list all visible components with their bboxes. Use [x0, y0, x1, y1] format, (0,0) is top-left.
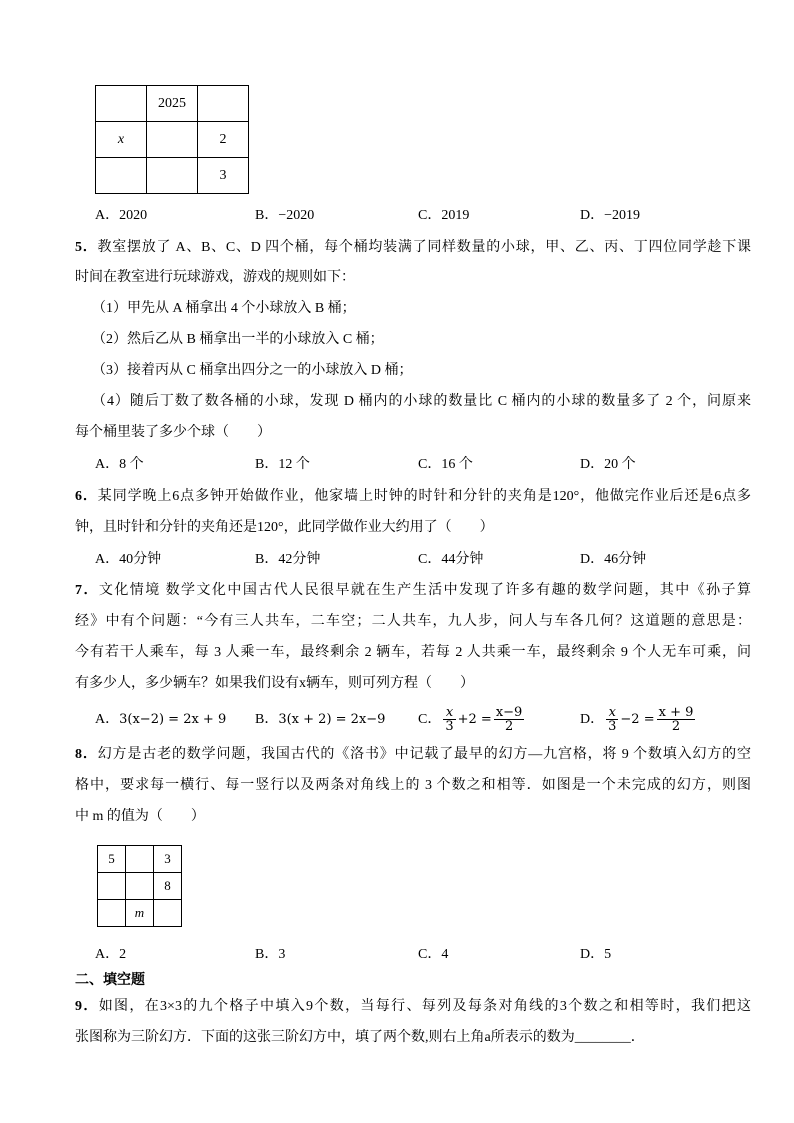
q5-option-d [580, 455, 636, 475]
section-heading: 二、填空题 [75, 973, 145, 988]
q5-rule-2: （2）然后乙从 B 桶拿出一半的小球放入 C 桶； [92, 332, 384, 347]
q8-option-d [580, 945, 611, 965]
question-text: 文化情境 数学文化中国古代人民很早就在生产生活中发现了许多有趣的数学问题，其中《孙子算 [98, 583, 752, 598]
question-text: 张图称为三阶幻方．下面的这张三阶幻方中，填了两个数,则右上角a所表示的数为 [75, 1030, 575, 1045]
option-label: D． [580, 552, 605, 567]
q5-line-7: 每个桶里装了多少个球（ ） [75, 425, 271, 440]
q9-line-1 [75, 997, 751, 1017]
option-text: 5 [604, 947, 612, 962]
grid-cell: 2 [198, 122, 249, 158]
grid-row [98, 873, 182, 900]
grid-cell [98, 873, 126, 900]
grid-cell [198, 86, 249, 122]
q6-option-c [418, 550, 483, 570]
question-end: ． [630, 1030, 645, 1045]
grid-cell [147, 158, 198, 194]
option-text: −2019 [604, 208, 641, 223]
q8-option-a [95, 945, 126, 965]
q5-option-a [95, 455, 144, 475]
grid-cell [126, 846, 154, 873]
option-label: C． [418, 552, 442, 567]
q4-option-b [255, 206, 314, 226]
option-label: A． [95, 208, 120, 223]
option-label: D． [580, 457, 605, 472]
option-label: B． [255, 947, 279, 962]
q4-option-a [95, 206, 147, 226]
option-text: 44分钟 [441, 552, 484, 567]
option-text: 42分钟 [278, 552, 321, 567]
option-text: 12 个 [278, 457, 310, 472]
option-label: B． [255, 208, 279, 223]
q4-magic-square-grid [95, 85, 249, 194]
grid-cell: 3 [198, 158, 249, 194]
q6-option-d [580, 550, 646, 570]
q4-option-d [580, 206, 640, 226]
q7-line-2: 经》中有个问题：“今有三人共车，二车空；二人共车，九人步，问人与车各几何？这道题的意思是： [75, 614, 751, 629]
question-number: 5． [75, 240, 98, 255]
grid-row [98, 900, 182, 927]
grid-cell: 5 [98, 846, 126, 873]
option-label: C． [418, 947, 442, 962]
grid-cell [154, 900, 182, 927]
grid-cell: 8 [154, 873, 182, 900]
q7-option-b [255, 705, 385, 735]
q9-line-2 [75, 1028, 751, 1048]
option-equation: 3(x + 2) = 2x−9 [278, 712, 386, 727]
option-text: 2019 [441, 208, 470, 223]
question-text: 教室摆放了 A、B、C、D 四个桶，每个桶均装满了同样数量的小球，甲、乙、丙、丁四位同学趁下课 [97, 240, 751, 255]
grid-cell [96, 86, 147, 122]
question-number: 8． [75, 747, 98, 762]
grid-cell [98, 900, 126, 927]
q5-line-2: 时间在教室进行玩球游戏，游戏的规则如下： [75, 270, 355, 285]
question-number: 9． [75, 999, 99, 1014]
option-label: B． [255, 552, 279, 567]
q8-line-1 [75, 745, 751, 765]
q7-option-c [418, 705, 526, 735]
answer-blank: ________ [574, 1030, 631, 1045]
grid-row [96, 158, 249, 194]
option-label: C． [418, 208, 442, 223]
q5-rule-1: （1）甲先从 A 桶拿出 4 个小球放入 B 桶； [92, 301, 356, 316]
grid-cell: 3 [154, 846, 182, 873]
q7-line-4: 有多少人，多少辆车？如果我们设有x辆车，则可列方程（ ） [75, 676, 474, 691]
fraction-denominator: 3 [445, 719, 454, 735]
question-text: 某同学晚上6点多钟开始做作业，他家墙上时钟的时针和分针的夹角是120°，他做完作业后还是6点多 [97, 489, 751, 504]
q7-line-3: 今有若干人乘车，每 3 人乘一车，最终剩余 2 辆车，若每 2 人共乘一车，最终剩余 9 个人无车可乘，问 [75, 645, 751, 660]
q8-line-3: 中 m 的值为（ ） [75, 809, 205, 824]
option-text: 8 个 [119, 457, 144, 472]
option-text: 2 [119, 947, 127, 962]
grid-cell [147, 122, 198, 158]
q6-line-2: 钟，且时针和分针的夹角还是120°，此同学做作业大约用了（ ） [75, 520, 494, 535]
q5-option-b [255, 455, 310, 475]
grid-cell: 2025 [147, 86, 198, 122]
option-label: C． [418, 712, 442, 727]
grid-row [98, 846, 182, 873]
option-label: A． [95, 552, 120, 567]
fraction [657, 706, 696, 733]
grid-row [96, 86, 249, 122]
q6-option-b [255, 550, 320, 570]
option-text: 40分钟 [119, 552, 162, 567]
q5-line-1 [75, 238, 751, 258]
fraction-denominator: 3 [608, 719, 617, 735]
q8-option-c [418, 945, 448, 965]
option-label: C． [418, 457, 442, 472]
question-number: 7． [75, 583, 99, 598]
grid-row [96, 122, 249, 158]
fraction-numerator: x [608, 705, 616, 721]
q5-rule-3: （3）接着丙从 C 桶拿出四分之一的小球放入 D 桶； [92, 363, 413, 378]
question-text: 如图，在3×3的九个格子中填入9个数，当每行、每列及每条对角线的3个数之和相等时，我们把这 [98, 999, 751, 1014]
q6-line-1 [75, 487, 751, 507]
option-label: D． [580, 208, 605, 223]
grid-cell: m [126, 900, 154, 927]
option-text: 3 [278, 947, 286, 962]
option-text: 16 个 [441, 457, 473, 472]
fraction-numerator: x + 9 [658, 705, 694, 721]
grid-cell [126, 873, 154, 900]
fraction [606, 706, 618, 733]
fraction-denominator: 2 [657, 719, 696, 733]
q5-option-c [418, 455, 473, 475]
q5-rule-4: （4）随后丁数了数各桶的小球，发现 D 桶内的小球的数量比 C 桶内的小球的数量多了 2 个，问原来 [92, 394, 751, 409]
fraction [494, 706, 525, 733]
option-label: B． [255, 712, 279, 727]
option-text: −2020 [278, 208, 315, 223]
grid-cell [96, 158, 147, 194]
fraction-numerator: x [445, 705, 454, 721]
q7-option-d [580, 705, 697, 735]
question-text: 幻方是古老的数学问题，我国古代的《洛书》中记载了最早的幻方—九宫格，将 9 个数填入幻方的空 [97, 747, 752, 762]
option-equation: 3(x−2) = 2x + 9 [119, 712, 227, 727]
option-text: 46分钟 [604, 552, 647, 567]
option-label: A． [95, 457, 120, 472]
option-text: 2020 [119, 208, 148, 223]
q4-option-c [418, 206, 469, 226]
fraction-denominator: 2 [494, 719, 525, 733]
equation-middle: +2 = [457, 712, 492, 727]
q8-line-2: 格中，要求每一横行、每一竖行以及两条对角线上的 3 个数之和相等．如图是一个未完成的幻方，则图 [75, 778, 751, 793]
option-label: A． [95, 712, 120, 727]
option-label: D． [580, 947, 605, 962]
option-text: 4 [441, 947, 449, 962]
option-label: B． [255, 457, 279, 472]
q6-option-a [95, 550, 161, 570]
grid-cell: x [96, 122, 147, 158]
equation-middle: −2 = [620, 712, 655, 727]
option-label: D． [580, 712, 605, 727]
q7-line-1 [75, 581, 751, 601]
q8-magic-square-grid [97, 845, 182, 927]
option-label: A． [95, 947, 120, 962]
fraction-numerator: x−9 [495, 705, 523, 721]
question-number: 6． [75, 489, 98, 504]
fraction [443, 706, 455, 733]
q8-option-b [255, 945, 285, 965]
q7-option-a [95, 705, 226, 735]
option-text: 20 个 [604, 457, 636, 472]
